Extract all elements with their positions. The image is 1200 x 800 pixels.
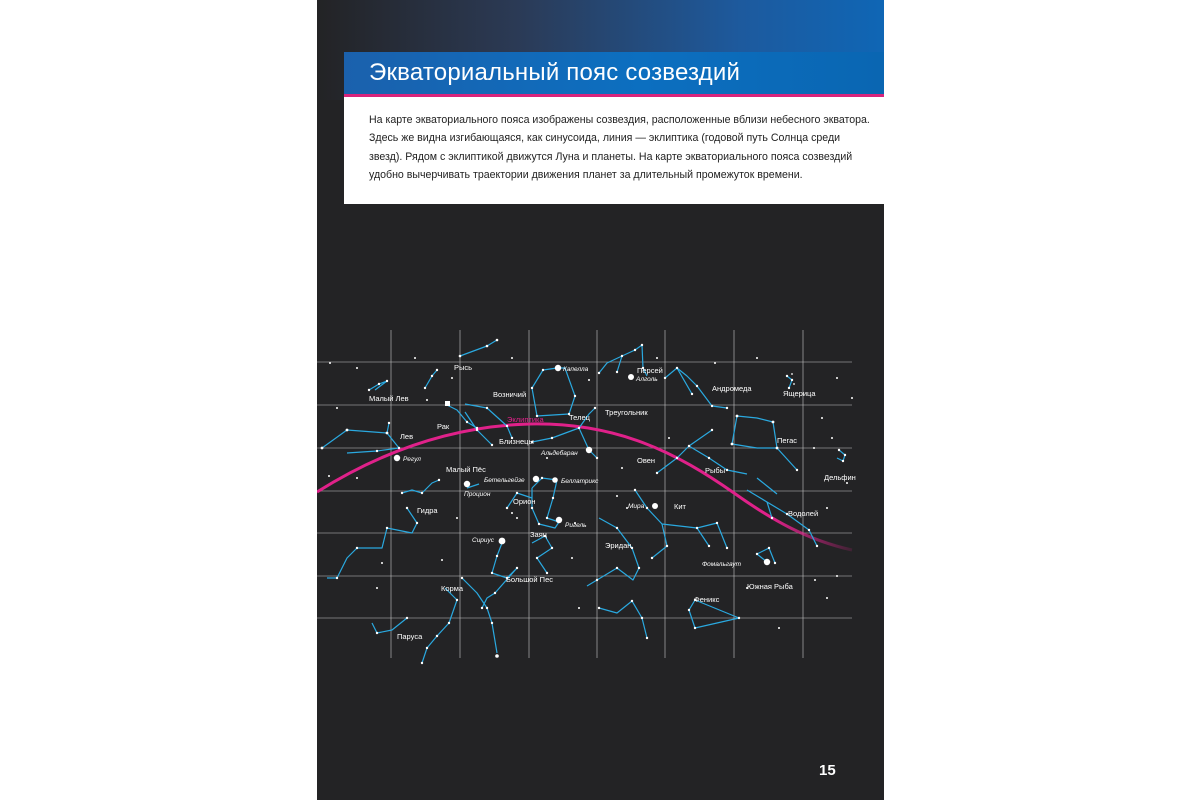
- page-number: 15: [819, 762, 836, 779]
- coordinate-grid: [317, 330, 852, 658]
- book-page: [317, 0, 884, 800]
- star-capella: [555, 365, 561, 371]
- label-regulus: Регул: [403, 456, 421, 463]
- label-eridanus: Эридан: [605, 541, 632, 550]
- star-bellatrix: [552, 477, 558, 483]
- label-cetus: Кит: [674, 502, 686, 511]
- label-procyon: Процион: [464, 491, 491, 498]
- star-procyon: [464, 481, 470, 487]
- label-cancer: Рак: [437, 422, 450, 431]
- label-taurus: Телец: [569, 413, 590, 422]
- label-lepus: Заяц: [530, 530, 548, 539]
- label-capella: Капелла: [563, 366, 589, 373]
- label-algol: Алголь: [636, 376, 658, 383]
- page-title: Экваториальный пояс созвездий: [369, 59, 741, 86]
- label-lacerta: Ящерица: [783, 389, 816, 398]
- label-vela: Паруса: [397, 632, 423, 641]
- intro-text-box: [344, 97, 884, 204]
- star-algol: [628, 374, 634, 380]
- label-pegasus: Пегас: [777, 436, 798, 445]
- constellation-lines: [322, 340, 845, 663]
- label-sirius: Сириус: [472, 537, 495, 544]
- label-mira: Мира: [628, 503, 645, 510]
- label-andromeda: Андромеда: [712, 384, 752, 393]
- equatorial-star-map: [317, 318, 884, 670]
- label-piscis-austrinus: Южная Рыба: [747, 582, 793, 591]
- label-lynx: Рысь: [454, 363, 473, 372]
- label-triangulum: Треугольник: [605, 408, 648, 417]
- label-delphinus: Дельфин: [824, 473, 856, 482]
- title-bar: [344, 52, 884, 97]
- label-phoenix: Феникс: [694, 595, 720, 604]
- label-leo: Лев: [400, 432, 414, 441]
- label-leo-minor: Малый Лев: [369, 394, 409, 403]
- label-hydra: Гидра: [417, 506, 438, 515]
- label-fomalhaut: Фомальгаут: [702, 561, 742, 568]
- label-perseus: Персей: [637, 366, 663, 375]
- label-betelgeuse: Бетельгейзе: [484, 477, 525, 484]
- star-regulus: [394, 455, 400, 461]
- label-rigel: Ригель: [565, 522, 587, 529]
- star-fomalhaut: [764, 559, 770, 565]
- label-orion: Орион: [513, 497, 536, 506]
- intro-paragraph: На карте экваториального пояса изображены созвездия, расположенные вблизи небесного экватора. Здесь же видна изгибающаяся, как синусоида, линия — эклиптика (годовой путь Солнца среди звезд). Рядом с эклиптикой движутся Луна и планеты. На карте экваториального пояса созвездий удобно вычерчивать траектории движения планет за длительный промежуток времени.: [369, 114, 870, 182]
- label-pisces: Рыбы: [705, 466, 726, 475]
- label-canis-minor: Малый Пёс: [446, 465, 486, 474]
- star-rigel: [556, 517, 562, 523]
- star-sirius: [499, 538, 506, 545]
- label-canis-major: Большой Пес: [506, 575, 553, 584]
- label-aries: Овен: [637, 456, 656, 465]
- star-marker-cancer: [445, 401, 450, 406]
- label-aquarius: Водолей: [788, 509, 819, 518]
- label-auriga: Возничий: [493, 390, 527, 399]
- label-aldebaran: Альдебаран: [541, 450, 578, 457]
- star-betelgeuse: [533, 476, 539, 482]
- label-bellatrix: Беллатрикс: [561, 478, 599, 485]
- star-mira: [652, 503, 658, 509]
- star-aldebaran: [586, 447, 592, 453]
- ecliptic-label: Эклиптика: [507, 415, 544, 424]
- ecliptic-line: [317, 424, 852, 550]
- stars: [321, 339, 853, 664]
- label-gemini: Близнецы: [499, 437, 534, 446]
- label-puppis: Корма: [441, 584, 464, 593]
